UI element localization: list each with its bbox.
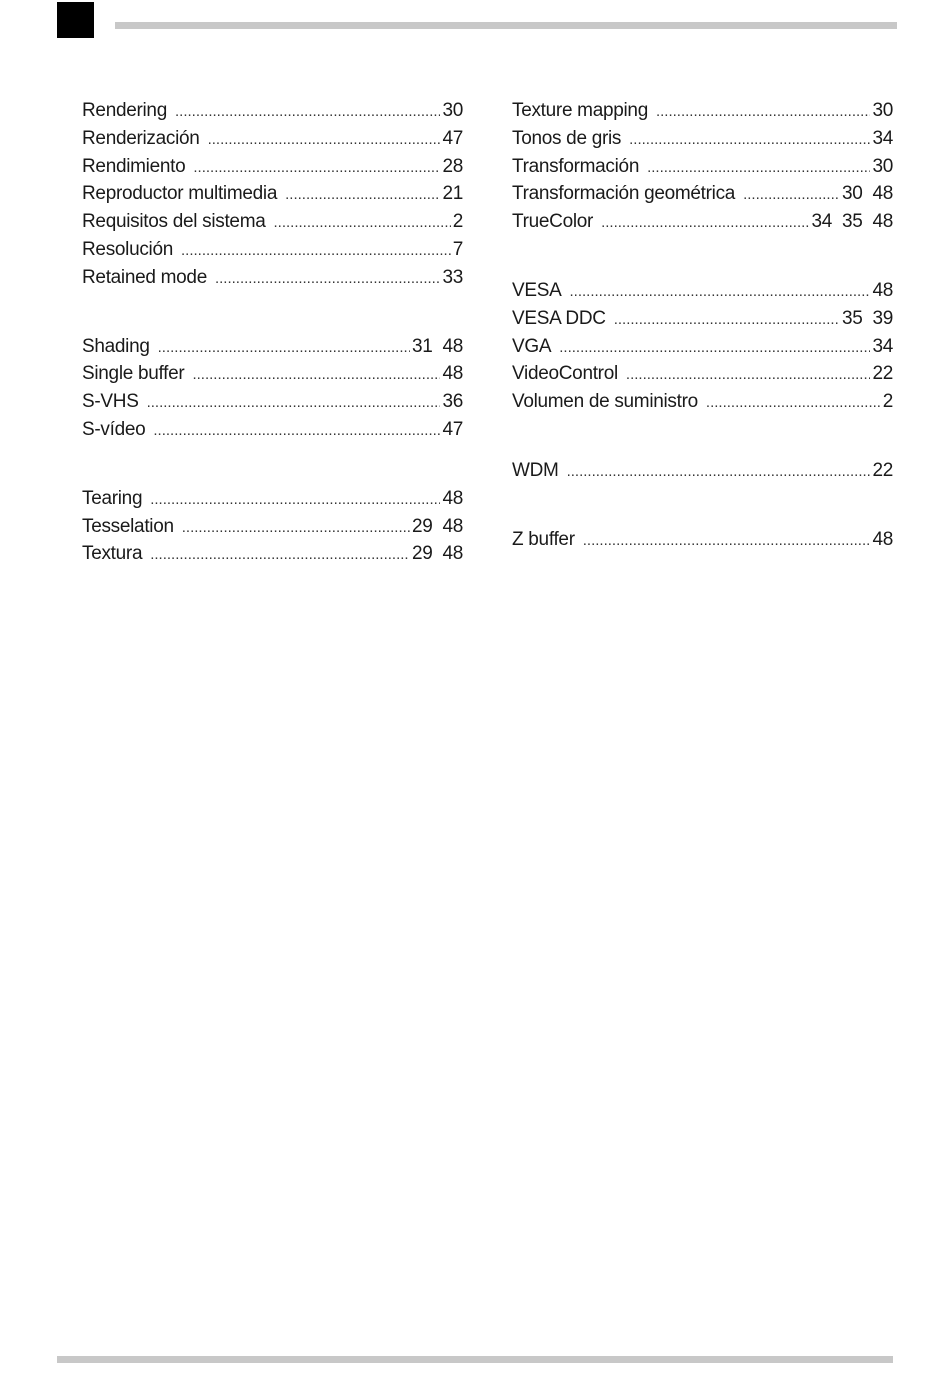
page-numbers: 7 (452, 238, 463, 260)
dot-leader (743, 181, 840, 208)
page-numbers: 36 (442, 391, 463, 413)
index-term: WDM (512, 459, 559, 481)
dot-leader (215, 265, 440, 292)
index-entry (82, 97, 463, 125)
index-entry (82, 208, 463, 236)
index-entry (82, 360, 463, 388)
index-term: Tesselation (82, 515, 174, 537)
page-numbers: 30 (442, 100, 463, 121)
index-entry (512, 526, 893, 554)
index-letter-group (82, 485, 463, 568)
index-term: Renderización (82, 127, 200, 149)
index-term: VGA (512, 335, 552, 357)
page-corner-marker (57, 2, 94, 38)
page-numbers: 2 (452, 211, 463, 233)
dot-leader (285, 181, 440, 208)
page-numbers: 22 (872, 363, 893, 385)
dot-leader (273, 209, 450, 236)
index-term: Rendering (82, 100, 167, 121)
index-entry (512, 305, 893, 333)
index-entry (82, 388, 463, 416)
page-numbers: 47 (442, 127, 463, 149)
dot-leader (192, 361, 440, 388)
dot-leader (567, 458, 871, 485)
dot-leader (150, 486, 440, 513)
index-letter-group (82, 333, 463, 444)
index-term: Shading (82, 335, 150, 357)
page-numbers: 48 (872, 279, 893, 301)
index-entry (82, 236, 463, 264)
index-column-right (512, 97, 893, 595)
index-letter-group (512, 526, 893, 554)
index-entry (512, 333, 893, 361)
dot-leader (583, 527, 871, 554)
header-rule (115, 22, 897, 29)
index-term: Requisitos del sistema (82, 211, 266, 233)
index-entry (82, 513, 463, 541)
index-entry (82, 416, 463, 444)
dot-leader (601, 209, 809, 236)
index-letter-group (512, 457, 893, 485)
page-numbers: 35 39 (841, 307, 893, 329)
dot-leader (559, 334, 870, 361)
dot-leader (647, 154, 870, 181)
index-term: Textura (82, 543, 143, 565)
index-term: Single buffer (82, 363, 185, 385)
page-numbers: 28 (442, 155, 463, 177)
index-entry (512, 388, 893, 416)
dot-leader (182, 514, 410, 541)
index-term: Tonos de gris (512, 127, 622, 149)
page-numbers: 31 48 (411, 335, 463, 357)
index-term: Resolución (82, 238, 173, 260)
page-numbers: 48 (872, 528, 893, 550)
page-numbers: 33 (442, 266, 463, 288)
index-term: Retained mode (82, 266, 207, 288)
index-entry (82, 485, 463, 513)
index-column-left (82, 97, 463, 609)
dot-leader (656, 98, 870, 125)
index-term: Transformación (512, 155, 640, 177)
index-entry (82, 264, 463, 292)
index-term: VESA DDC (512, 307, 606, 329)
dot-leader (570, 278, 871, 305)
page-numbers: 29 48 (411, 515, 463, 537)
index-entry (512, 277, 893, 305)
index-entry (512, 457, 893, 485)
dot-leader (181, 237, 451, 264)
index-term: Z buffer (512, 528, 575, 550)
index-entry (82, 125, 463, 153)
page-numbers: 2 (882, 391, 893, 413)
index-term: Tearing (82, 487, 143, 509)
index-letter-group (512, 97, 893, 236)
page-numbers: 29 48 (411, 543, 463, 565)
index-term: Volumen de suministro (512, 391, 698, 413)
page-numbers: 22 (872, 459, 893, 481)
dot-leader (193, 154, 440, 181)
index-term: Texture mapping (512, 100, 648, 121)
index-entry (82, 153, 463, 181)
page-numbers: 30 (872, 100, 893, 121)
index-entry (512, 360, 893, 388)
dot-leader (153, 417, 440, 444)
dot-leader (147, 389, 441, 416)
page-numbers: 21 (442, 183, 463, 205)
page-numbers: 30 (872, 155, 893, 177)
index-term: TrueColor (512, 211, 594, 233)
index-entry (512, 125, 893, 153)
page-numbers: 34 (872, 335, 893, 357)
index-letter-group (512, 277, 893, 416)
index-term: VESA (512, 279, 562, 301)
dot-leader (629, 126, 870, 153)
index-entry (82, 540, 463, 568)
index-entry (512, 97, 893, 125)
page-numbers: 48 (442, 363, 463, 385)
page-numbers: 48 (442, 487, 463, 509)
dot-leader (208, 126, 441, 153)
index-entry (512, 180, 893, 208)
dot-leader (706, 389, 881, 416)
dot-leader (626, 361, 871, 388)
index-entry (512, 208, 893, 236)
index-term: Reproductor multimedia (82, 183, 278, 205)
dot-leader (150, 541, 410, 568)
page-numbers: 47 (442, 418, 463, 440)
index-letter-group (82, 97, 463, 292)
dot-leader (158, 334, 410, 361)
index-entry (82, 333, 463, 361)
index-entry (82, 180, 463, 208)
index-entry (512, 153, 893, 181)
page-numbers: 34 35 48 (811, 211, 893, 233)
index-term: VideoControl (512, 363, 618, 385)
index-term: Rendimiento (82, 155, 186, 177)
dot-leader (175, 98, 440, 125)
index-term: S-VHS (82, 391, 139, 413)
index-term: Transformación geométrica (512, 183, 736, 205)
page-numbers: 34 (872, 127, 893, 149)
page-numbers: 30 48 (841, 183, 893, 205)
footer-rule (57, 1356, 893, 1363)
index-term: S-vídeo (82, 418, 146, 440)
dot-leader (614, 306, 840, 333)
